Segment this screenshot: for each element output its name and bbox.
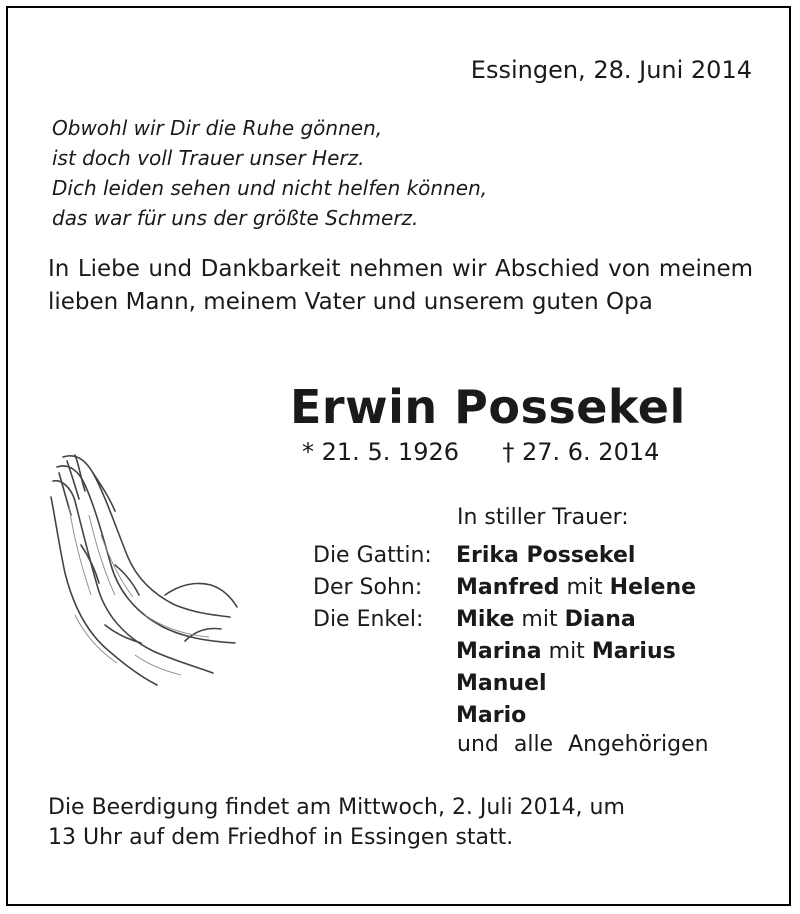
mourner-name: Mario [456, 703, 527, 728]
died-symbol: † [502, 438, 515, 466]
life-dates [302, 438, 659, 466]
mourner-row [313, 604, 696, 636]
mourner-row [313, 700, 696, 732]
poem [52, 113, 487, 233]
mourner-row [313, 636, 696, 668]
connector: mit [548, 639, 585, 664]
mourner-name: Diana [564, 607, 636, 632]
connector: mit [521, 607, 558, 632]
mourner-names [456, 668, 547, 700]
mourner-row [313, 668, 696, 700]
mourner-name: Manfred [456, 575, 560, 600]
died-date: 27. 6. 2014 [521, 438, 660, 466]
funeral-line: 13 Uhr auf dem Friedhof in Essingen statt. [48, 825, 514, 850]
born-date: 21. 5. 1926 [321, 438, 460, 466]
poem-line: das war für uns der größte Schmerz. [52, 206, 419, 230]
closing-line: und alle Angehörigen [457, 732, 709, 757]
mourner-role: Der Sohn: [313, 575, 423, 600]
mourner-name: Marius [591, 639, 676, 664]
poem-line: ist doch voll Trauer unser Herz. [52, 146, 365, 170]
mourner-names [456, 540, 635, 572]
praying-hands-icon [45, 445, 250, 690]
mourner-names [456, 572, 696, 604]
mourner-name: Marina [456, 639, 542, 664]
mourning-heading: In stiller Trauer: [457, 505, 629, 530]
place-date: Essingen, 28. Juni 2014 [470, 56, 752, 84]
mourner-names [456, 636, 676, 668]
mourner-names [456, 604, 636, 636]
funeral-line: Die Beerdigung findet am Mittwoch, 2. Juli 2014, um [48, 795, 625, 820]
born-symbol: * [302, 438, 314, 466]
intro-text: In Liebe und Dankbarkeit nehmen wir Abschied von meinem lieben Mann, meinem Vater und unserem guten Opa [48, 256, 753, 315]
mourner-name: Erika Possekel [456, 543, 636, 568]
mourner-row [313, 540, 696, 572]
mourner-name: Helene [609, 575, 697, 600]
deceased-name: Erwin Possekel [290, 380, 686, 434]
mourner-name: Manuel [456, 671, 547, 696]
poem-line: Dich leiden sehen und nicht helfen können, [52, 176, 488, 200]
connector: mit [566, 575, 603, 600]
mourner-role: Die Enkel: [313, 607, 424, 632]
mourner-names [456, 700, 526, 732]
mourner-row [313, 572, 696, 604]
poem-line: Obwohl wir Dir die Ruhe gönnen, [52, 116, 383, 140]
mourner-name: Mike [456, 607, 515, 632]
mourner-role: Die Gattin: [313, 543, 432, 568]
funeral-info [48, 793, 625, 853]
mourners-list [313, 540, 696, 732]
